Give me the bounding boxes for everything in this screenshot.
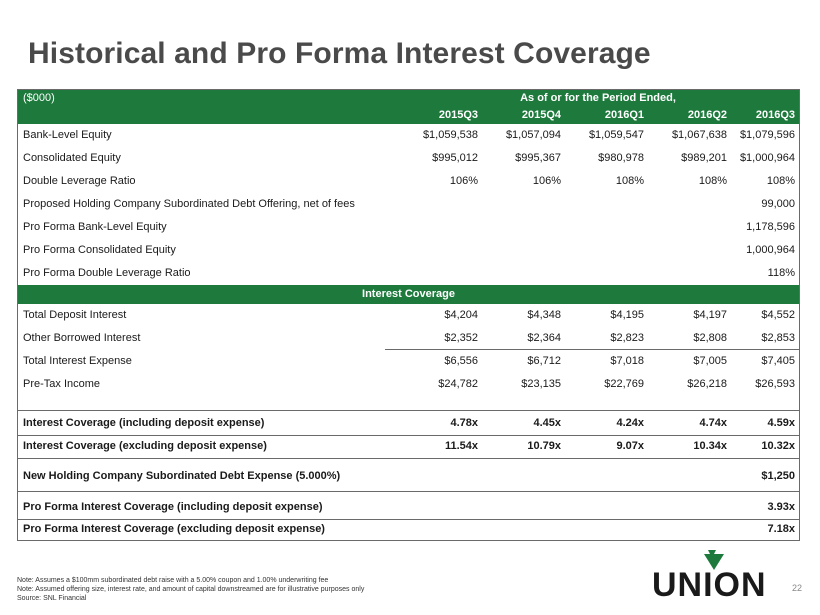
page-number: 22 [792, 583, 803, 593]
table-cell: 10.32x [761, 440, 795, 452]
table-cell: $6,556 [444, 355, 478, 367]
table-cell: $1,059,538 [422, 129, 478, 141]
column-header: 2016Q1 [604, 109, 644, 121]
table-row [18, 412, 799, 435]
footnote: Note: Assumed offering size, interest rate, and amount of capital downstreamed are for illustrative purposes only [17, 586, 365, 593]
table-cell: $989,201 [681, 152, 727, 164]
table-cell: $24,782 [438, 378, 478, 390]
row-label: Other Borrowed Interest [23, 332, 141, 344]
table-row [18, 304, 799, 327]
table-cell: 4.59x [767, 417, 795, 429]
table-cell: $1,059,547 [588, 129, 644, 141]
table-cell: $995,367 [515, 152, 561, 164]
table-cell: 4.24x [616, 417, 644, 429]
row-label: Double Leverage Ratio [23, 175, 136, 187]
row-label: New Holding Company Subordinated Debt Expense (5.000%) [23, 470, 341, 482]
coverage-table [17, 89, 800, 541]
table-cell: $7,018 [610, 355, 644, 367]
table-cell: $2,823 [610, 332, 644, 344]
table-cell: $1,067,638 [671, 129, 727, 141]
section-header: Interest Coverage [18, 285, 799, 304]
table-cell: 108% [615, 175, 644, 187]
column-header: 2015Q4 [521, 109, 561, 121]
logo-wordmark: UNION [652, 566, 767, 600]
table-cell: 106% [449, 175, 478, 187]
table-cell: 4.78x [450, 417, 478, 429]
table-row [18, 262, 799, 285]
table-cell: 10.79x [527, 440, 561, 452]
table-cell: $7,405 [761, 355, 795, 367]
table-row [18, 327, 799, 350]
table-row [18, 435, 799, 458]
table-cell: $4,197 [693, 309, 727, 321]
table-cell: $1,250 [761, 470, 795, 482]
table-cell: $4,204 [444, 309, 478, 321]
row-label: Bank-Level Equity [23, 129, 112, 141]
row-label: Interest Coverage (excluding deposit expense) [23, 440, 267, 452]
table-row [18, 518, 799, 541]
union-logo [652, 548, 784, 600]
row-label: Pro Forma Bank-Level Equity [23, 221, 167, 233]
table-cell: 1,000,964 [746, 244, 795, 256]
column-header-band [18, 107, 799, 124]
table-row [18, 350, 799, 373]
table-cell: 4.45x [533, 417, 561, 429]
table-cell: 99,000 [761, 198, 795, 210]
row-label: Pro Forma Interest Coverage (including deposit expense) [23, 501, 323, 513]
row-label: Total Deposit Interest [23, 309, 127, 321]
table-cell: $995,012 [432, 152, 478, 164]
table-cell: 1,178,596 [746, 221, 795, 233]
table-cell: $980,978 [598, 152, 644, 164]
table-cell: $2,853 [761, 332, 795, 344]
row-label: Total Interest Expense [23, 355, 132, 367]
table-row [18, 216, 799, 239]
footnotes [17, 576, 364, 603]
table-row [18, 124, 799, 147]
table-cell: 3.93x [767, 501, 795, 513]
footnote: Note: Assumes a $100mm subordinated debt raise with a 5.00% coupon and 1.00% underwriting fee [17, 577, 329, 584]
table-cell: $26,218 [687, 378, 727, 390]
row-label: Pre-Tax Income [23, 378, 101, 390]
table-cell: 108% [766, 175, 795, 187]
page-title: Historical and Pro Forma Interest Coverage [28, 37, 651, 70]
table-row [18, 496, 799, 519]
table-cell: 9.07x [616, 440, 644, 452]
row-label: Pro Forma Interest Coverage (excluding deposit expense) [23, 523, 325, 535]
row-label: Consolidated Equity [23, 152, 121, 164]
table-cell: $22,769 [604, 378, 644, 390]
table-cell: 118% [767, 267, 795, 279]
table-row [18, 373, 799, 396]
table-cell: 106% [532, 175, 561, 187]
table-cell: $6,712 [527, 355, 561, 367]
table-cell: $4,195 [610, 309, 644, 321]
row-label: Interest Coverage (including deposit expense) [23, 417, 265, 429]
row-divider [18, 458, 799, 459]
row-label: Proposed Holding Company Subordinated Debt Offering, net of fees [23, 198, 355, 210]
column-header: 2015Q3 [438, 109, 478, 121]
footnote: Source: SNL Financial [17, 595, 87, 602]
table-cell: $1,079,596 [739, 129, 795, 141]
table-cell: $4,552 [761, 309, 795, 321]
table-cell: $2,352 [444, 332, 478, 344]
table-cell: $2,364 [527, 332, 561, 344]
row-label: Pro Forma Double Leverage Ratio [23, 267, 191, 279]
row-divider [18, 491, 799, 492]
table-cell: $1,057,094 [505, 129, 561, 141]
table-row [18, 465, 799, 488]
table-row [18, 193, 799, 216]
table-row [18, 239, 799, 262]
column-header: 2016Q3 [755, 109, 795, 121]
table-cell: 7.18x [767, 523, 795, 535]
table-cell: 10.34x [693, 440, 727, 452]
table-header-band [18, 90, 799, 107]
table-cell: $23,135 [521, 378, 561, 390]
row-label: Pro Forma Consolidated Equity [23, 244, 176, 256]
table-row [18, 147, 799, 170]
table-cell: 108% [698, 175, 727, 187]
column-header: 2016Q2 [687, 109, 727, 121]
table-cell: 11.54x [444, 440, 478, 452]
period-header: As of or for the Period Ended, [520, 92, 676, 104]
table-cell: 4.74x [699, 417, 727, 429]
table-cell: $4,348 [527, 309, 561, 321]
table-cell: $7,005 [693, 355, 727, 367]
units-label: ($000) [23, 92, 55, 104]
table-row [18, 170, 799, 193]
table-cell: $26,593 [755, 378, 795, 390]
table-cell: $1,000,964 [739, 152, 795, 164]
table-cell: $2,808 [693, 332, 727, 344]
section-divider [18, 410, 799, 411]
